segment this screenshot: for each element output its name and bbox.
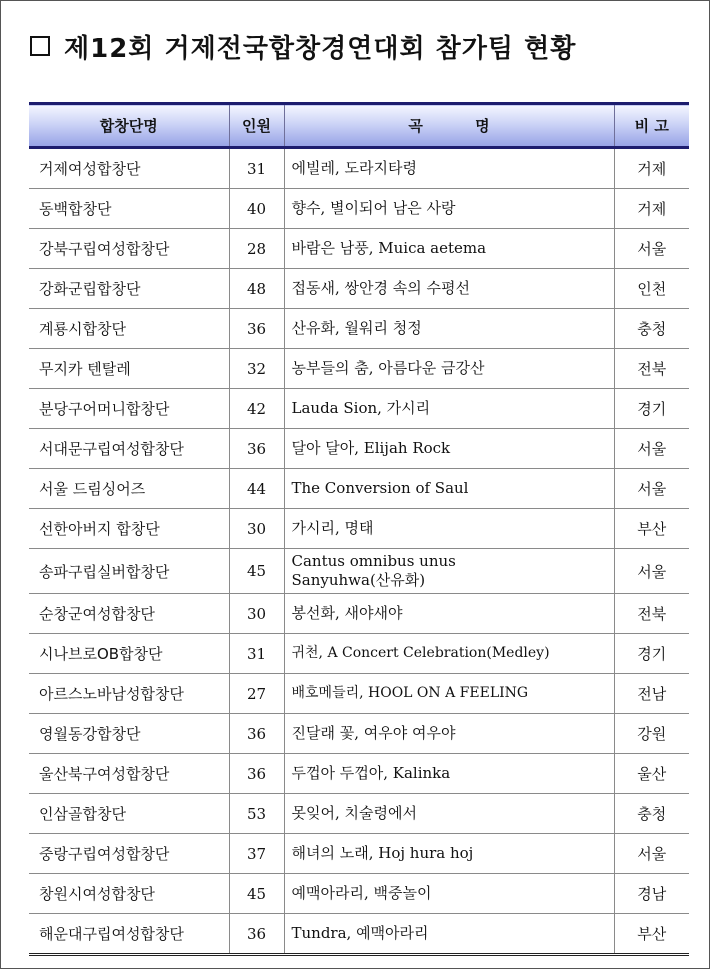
table-row (29, 794, 689, 834)
table-row (29, 674, 689, 714)
member-count: 42 (229, 389, 284, 429)
region-note: 전북 (614, 349, 689, 389)
song-title-line: Cantus omnibus unus (291, 552, 456, 570)
member-count: 36 (229, 914, 284, 955)
member-count: 48 (229, 269, 284, 309)
team-name: 강화군립합창단 (29, 269, 229, 309)
page-title (30, 26, 690, 66)
member-count: 32 (229, 349, 284, 389)
team-name: 선한아버지 합창단 (29, 509, 229, 549)
region-note: 전북 (614, 594, 689, 634)
table-row (29, 594, 689, 634)
team-name: 계룡시합창단 (29, 309, 229, 349)
team-name: 거제여성합창단 (29, 148, 229, 189)
table-row (29, 469, 689, 509)
song-titles: 에빌레, 도라지타령 (284, 148, 614, 189)
member-count: 36 (229, 754, 284, 794)
song-titles: 배호메들리, HOOL ON A FEELING (284, 674, 614, 714)
region-note: 거제 (614, 148, 689, 189)
table-row (29, 549, 689, 594)
song-titles: 두껍아 두껍아, Kalinka (284, 754, 614, 794)
header-note: 비 고 (614, 104, 689, 148)
team-name: 강북구립여성합창단 (29, 229, 229, 269)
team-name: 해운대구립여성합창단 (29, 914, 229, 955)
member-count: 31 (229, 634, 284, 674)
song-titles: 예맥아라리, 백중놀이 (284, 874, 614, 914)
member-count: 53 (229, 794, 284, 834)
member-count: 45 (229, 874, 284, 914)
region-note: 경기 (614, 389, 689, 429)
song-titles: 가시리, 명태 (284, 509, 614, 549)
member-count: 37 (229, 834, 284, 874)
table-row (29, 229, 689, 269)
region-note: 거제 (614, 189, 689, 229)
song-titles: 농부들의 춤, 아름다운 금강산 (284, 349, 614, 389)
table-row (29, 309, 689, 349)
region-note: 부산 (614, 914, 689, 955)
song-titles: 바람은 남풍, Muica aetema (284, 229, 614, 269)
table-row (29, 754, 689, 794)
song-titles: The Conversion of Saul (284, 469, 614, 509)
table-row (29, 834, 689, 874)
member-count: 45 (229, 549, 284, 594)
header-song: 곡 명 (284, 104, 614, 148)
member-count: 30 (229, 594, 284, 634)
song-titles: 귀천, A Concert Celebration(Medley) (284, 634, 614, 674)
checkbox-bullet-icon (30, 36, 50, 56)
table-row (29, 634, 689, 674)
table-row (29, 429, 689, 469)
header-count: 인원 (229, 104, 284, 148)
song-titles: 산유화, 월워리 청정 (284, 309, 614, 349)
region-note: 서울 (614, 229, 689, 269)
song-titles: 접동새, 쌍안경 속의 수평선 (284, 269, 614, 309)
member-count: 40 (229, 189, 284, 229)
table-row (29, 874, 689, 914)
team-name: 영월동강합창단 (29, 714, 229, 754)
team-name: 순창군여성합창단 (29, 594, 229, 634)
region-note: 강원 (614, 714, 689, 754)
member-count: 36 (229, 309, 284, 349)
member-count: 28 (229, 229, 284, 269)
song-titles (284, 549, 614, 594)
table-row (29, 189, 689, 229)
team-name: 창원시여성합창단 (29, 874, 229, 914)
song-titles: 해녀의 노래, Hoj hura hoj (284, 834, 614, 874)
song-titles: 향수, 별이되어 남은 사랑 (284, 189, 614, 229)
region-note: 서울 (614, 834, 689, 874)
region-note: 서울 (614, 469, 689, 509)
song-titles: 봉선화, 새야새야 (284, 594, 614, 634)
member-count: 30 (229, 509, 284, 549)
table-row (29, 349, 689, 389)
header-team: 합창단명 (29, 104, 229, 148)
team-name: 시나브로OB합창단 (29, 634, 229, 674)
table-row (29, 269, 689, 309)
table-row (29, 914, 689, 955)
song-titles: 못잊어, 치술령에서 (284, 794, 614, 834)
table-row (29, 509, 689, 549)
team-name: 아르스노바남성합창단 (29, 674, 229, 714)
region-note: 경남 (614, 874, 689, 914)
table-row (29, 148, 689, 189)
song-titles: Lauda Sion, 가시리 (284, 389, 614, 429)
team-name: 동백합창단 (29, 189, 229, 229)
song-titles: 진달래 꽃, 여우야 여우야 (284, 714, 614, 754)
team-name: 서울 드림싱어즈 (29, 469, 229, 509)
table-row (29, 714, 689, 754)
song-title-line: Sanyuhwa(산유화) (291, 571, 426, 589)
table-header-row (29, 104, 689, 148)
song-titles: 달아 달아, Elijah Rock (284, 429, 614, 469)
member-count: 27 (229, 674, 284, 714)
team-name: 울산북구여성합창단 (29, 754, 229, 794)
team-name: 무지카 텐탈레 (29, 349, 229, 389)
page-title-text: 제12회 거제전국합창경연대회 참가팀 현황 (64, 33, 577, 64)
member-count: 44 (229, 469, 284, 509)
region-note: 울산 (614, 754, 689, 794)
region-note: 충청 (614, 309, 689, 349)
member-count: 36 (229, 714, 284, 754)
region-note: 충청 (614, 794, 689, 834)
region-note: 서울 (614, 549, 689, 594)
song-titles: Tundra, 예맥아라리 (284, 914, 614, 955)
team-name: 서대문구립여성합창단 (29, 429, 229, 469)
team-name: 중랑구립여성합창단 (29, 834, 229, 874)
region-note: 전남 (614, 674, 689, 714)
participants-table (29, 102, 689, 956)
region-note: 경기 (614, 634, 689, 674)
region-note: 서울 (614, 429, 689, 469)
team-name: 송파구립실버합창단 (29, 549, 229, 594)
region-note: 인천 (614, 269, 689, 309)
team-name: 인삼골합창단 (29, 794, 229, 834)
member-count: 36 (229, 429, 284, 469)
region-note: 부산 (614, 509, 689, 549)
member-count: 31 (229, 148, 284, 189)
team-name: 분당구어머니합창단 (29, 389, 229, 429)
table-row (29, 389, 689, 429)
